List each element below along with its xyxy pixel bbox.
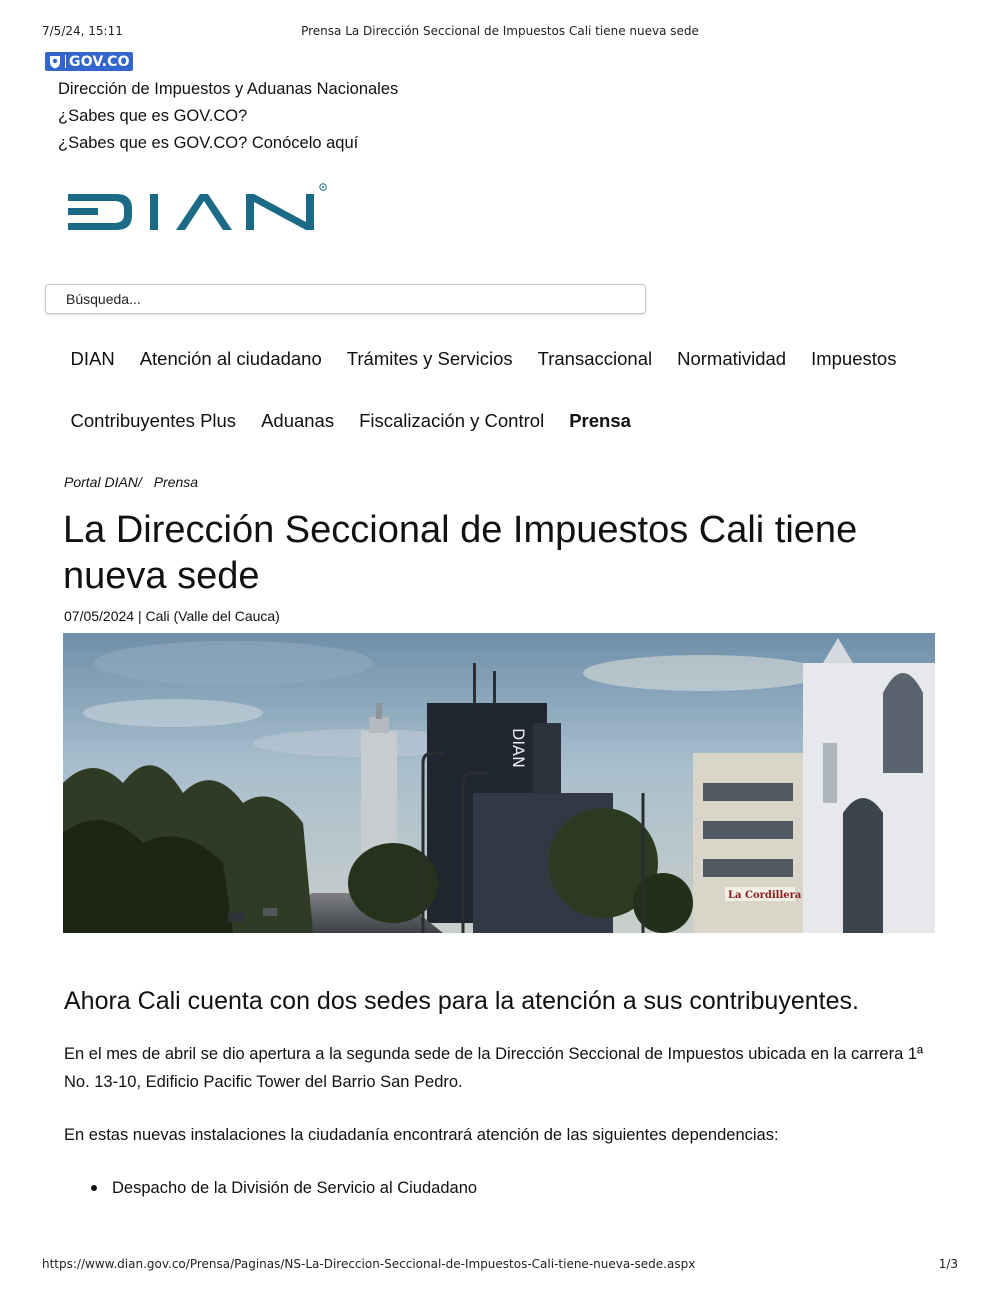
govco-learn-more-link[interactable]: ¿Sabes que es GOV.CO? Conócelo aquí xyxy=(58,134,359,152)
dian-logo[interactable] xyxy=(66,182,330,234)
govco-info-link[interactable]: ¿Sabes que es GOV.CO? xyxy=(58,107,248,125)
article-list xyxy=(88,1174,477,1202)
hero-store-sign: La Cordillera xyxy=(728,890,802,901)
nav-item-atencion-ciudadano[interactable]: Atención al ciudadano xyxy=(139,348,322,369)
article-hero-image xyxy=(63,633,935,933)
main-nav-row-2 xyxy=(58,410,918,432)
nav-item-impuestos[interactable]: Impuestos xyxy=(811,348,897,369)
breadcrumb-current[interactable]: Prensa xyxy=(153,474,199,490)
entity-name: Dirección de Impuestos y Aduanas Nacionales xyxy=(58,80,399,98)
govco-logo-divider xyxy=(65,55,66,68)
nav-item-dian[interactable]: DIAN xyxy=(70,348,115,369)
print-header xyxy=(42,24,958,40)
article-paragraph-1: En el mes de abril se dio apertura a la segunda sede de la Dirección Seccional de Impuestos ubicada en la carrera 1ª No. 13-10, Edificio Pacific Tower del Barrio San Pedro. xyxy=(64,1045,924,1091)
nav-item-contribuyentes-plus[interactable]: Contribuyentes Plus xyxy=(70,410,237,431)
print-datetime: 7/5/24, 15:11 xyxy=(42,24,123,38)
dian-logo-graphic xyxy=(66,182,330,234)
list-item: Despacho de la División de Servicio al Ciudadano xyxy=(88,1174,477,1202)
breadcrumb xyxy=(64,474,198,490)
main-nav-row-1 xyxy=(58,348,918,370)
govco-logo-text: GOV.CO xyxy=(69,53,130,70)
breadcrumb-home[interactable]: Portal DIAN/ xyxy=(64,474,142,490)
nav-item-prensa[interactable]: Prensa xyxy=(569,410,631,431)
article-paragraph-2: En estas nuevas instalaciones la ciudadanía encontrará atención de las siguientes dependencias: xyxy=(64,1126,779,1144)
nav-item-aduanas[interactable]: Aduanas xyxy=(261,410,335,431)
article-meta: 07/05/2024 | Cali (Valle del Cauca) xyxy=(64,608,280,624)
print-title: Prensa La Dirección Seccional de Impuestos Cali tiene nueva sede xyxy=(301,24,699,38)
article-title: La Dirección Seccional de Impuestos Cali tiene nueva sede xyxy=(63,509,858,597)
nav-item-tramites-servicios[interactable]: Trámites y Servicios xyxy=(346,348,513,369)
article-subtitle: Ahora Cali cuenta con dos sedes para la atención a sus contribuyentes. xyxy=(64,987,859,1015)
govco-logo-link[interactable] xyxy=(45,52,133,71)
colombia-shield-icon xyxy=(49,55,61,69)
govco-links xyxy=(58,76,398,157)
nav-item-fiscalizacion-control[interactable]: Fiscalización y Control xyxy=(359,410,545,431)
print-page-number: 1/3 xyxy=(938,1257,958,1271)
hero-photo xyxy=(63,633,935,933)
nav-item-transaccional[interactable]: Transaccional xyxy=(537,348,653,369)
hero-building-sign: DIAN xyxy=(509,728,528,768)
print-footer xyxy=(42,1257,958,1273)
search-input[interactable] xyxy=(45,284,646,314)
nav-item-normatividad[interactable]: Normatividad xyxy=(677,348,787,369)
print-url: https://www.dian.gov.co/Prensa/Paginas/NS-La-Direccion-Seccional-de-Impuestos-Cali-tiene-nueva-sede.aspx xyxy=(42,1257,696,1271)
